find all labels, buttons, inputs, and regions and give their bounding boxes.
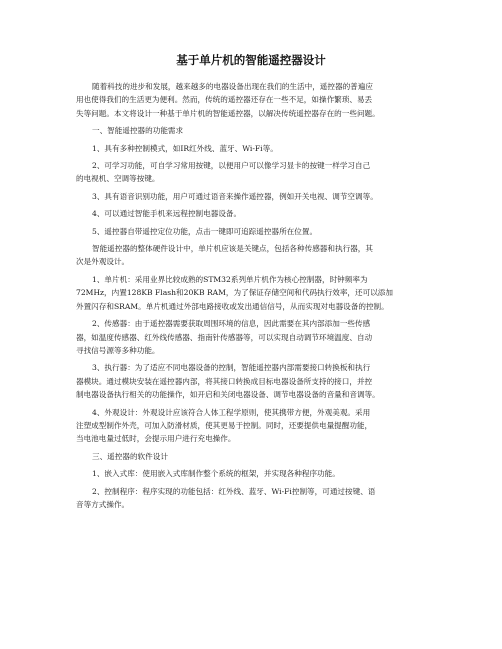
paragraph-line: 2、传感器：由于遥控器需要获取周围环境的信息，因此需要在其内部添加一些传感 bbox=[92, 319, 371, 329]
paragraph bbox=[76, 159, 456, 186]
paragraph bbox=[76, 485, 456, 512]
document-title: 基于单片机的智能遥控器设计 bbox=[176, 53, 326, 67]
paragraph-line: 1、单片机：采用业界比较成熟的STM32系列单片机作为核心控制器，时钟频率为 bbox=[92, 274, 368, 284]
paragraph-line: 3、具有语音识别功能，用户可通过语音来操作遥控器，例如开关电视、调节空调等。 bbox=[92, 191, 378, 201]
paragraph-line: 4、可以通过智能手机来远程控制电器设备。 bbox=[92, 209, 242, 219]
paragraph-line: 随着科技的进步和发展，越来越多的电器设备出现在我们的生活中，遥控器的普遍应 bbox=[92, 82, 373, 91]
paragraph-line: 当电池电量过低时，会提示用户进行充电操作。 bbox=[76, 434, 236, 444]
paragraph-line: 4、外观设计：外观设计应该符合人体工程学原则，使其携带方便，外观美观。采用 bbox=[92, 407, 371, 417]
paragraph-line: 次是外观设计。 bbox=[76, 257, 130, 267]
paragraph bbox=[76, 317, 456, 357]
paragraph bbox=[76, 467, 456, 480]
paragraph bbox=[76, 142, 456, 155]
paragraph-line: 1、嵌入式库：使用嵌入式库制作整个系统的框架，并实现各种程序功能。 bbox=[92, 469, 340, 479]
paragraph bbox=[76, 361, 456, 401]
paragraph-line: 5、遥控器自带遥控定位功能，点击一键即可追踪遥控器所在位置。 bbox=[92, 226, 318, 236]
paragraph bbox=[76, 406, 456, 446]
paragraph-line: 器模块。通过模块安装在遥控器内部，将其接口转换成目标电器设备所支持的接口，并控 bbox=[76, 376, 373, 386]
paragraph-line: 智能遥控器的整体硬件设计中，单片机应该是关键点，包括各种传感器和执行器，其 bbox=[92, 244, 373, 254]
paragraph-line: 72MHz，内置128KB Flash和20KB RAM，为了保证存储空间和代码执行效率，还可以添加 bbox=[76, 288, 393, 298]
paragraph-line: 3、执行器：为了适应不同电器设备的控制，智能遥控器内部需要接口转换板和执行 bbox=[92, 363, 371, 373]
paragraph-line: 寻找信号源等多种功能。 bbox=[76, 345, 160, 355]
paragraph-line: 的电视机、空调等按键。 bbox=[76, 174, 160, 184]
paragraph-line: 三、遥控器的软件设计 bbox=[92, 451, 168, 461]
paragraph bbox=[76, 80, 456, 120]
paragraph bbox=[76, 273, 456, 313]
paragraph bbox=[76, 190, 456, 203]
paragraph-line: 用也使得我们的生活更为便利。然而，传统的遥控器还存在一些不足，如操作繁琐、易丢 bbox=[76, 95, 373, 105]
paragraph bbox=[76, 207, 456, 220]
paragraph bbox=[76, 225, 456, 238]
paragraph-line: 失等问题。本文将设计一种基于单片机的智能遥控器，以解决传统遥控器存在的一些问题。 bbox=[76, 108, 380, 118]
paragraph-line: 注塑成型制作外壳，可加入防滑材质，使其更易于控制。同时，还要提供电量提醒功能， bbox=[76, 420, 373, 430]
paragraph bbox=[76, 124, 456, 137]
paragraph-line: 1、具有多种控制模式，如IR红外线、蓝牙、Wi-Fi等。 bbox=[92, 143, 278, 153]
document-body bbox=[76, 80, 456, 511]
paragraph-line: 器，如温度传感器、红外线传感器、指南针传感器等，可以实现自动调节环境温度、自动 bbox=[76, 332, 373, 342]
paragraph-line: 2、控制程序：程序实现的功能包括：红外线、蓝牙、Wi-Fi控制等，可通过按键、语 bbox=[92, 486, 376, 496]
paragraph-line: 2、可学习功能，可自学习常用按键，以便用户可以像学习显卡的按键一样学习自己 bbox=[92, 161, 371, 171]
paragraph-line: 外置闪存和SRAM。单片机通过外部电路接收或发出通信信号，从而实现对电器设备的控制。 bbox=[76, 301, 389, 311]
paragraph bbox=[76, 450, 456, 463]
paragraph-line: 制电器设备执行相关的功能操作，如开启和关闭电器设备、调节电器设备的音量和音调等。 bbox=[76, 390, 380, 400]
paragraph-line: 一、智能遥控器的功能需求 bbox=[92, 126, 184, 136]
paragraph bbox=[76, 242, 456, 269]
paragraph-line: 音等方式操作。 bbox=[76, 499, 130, 509]
